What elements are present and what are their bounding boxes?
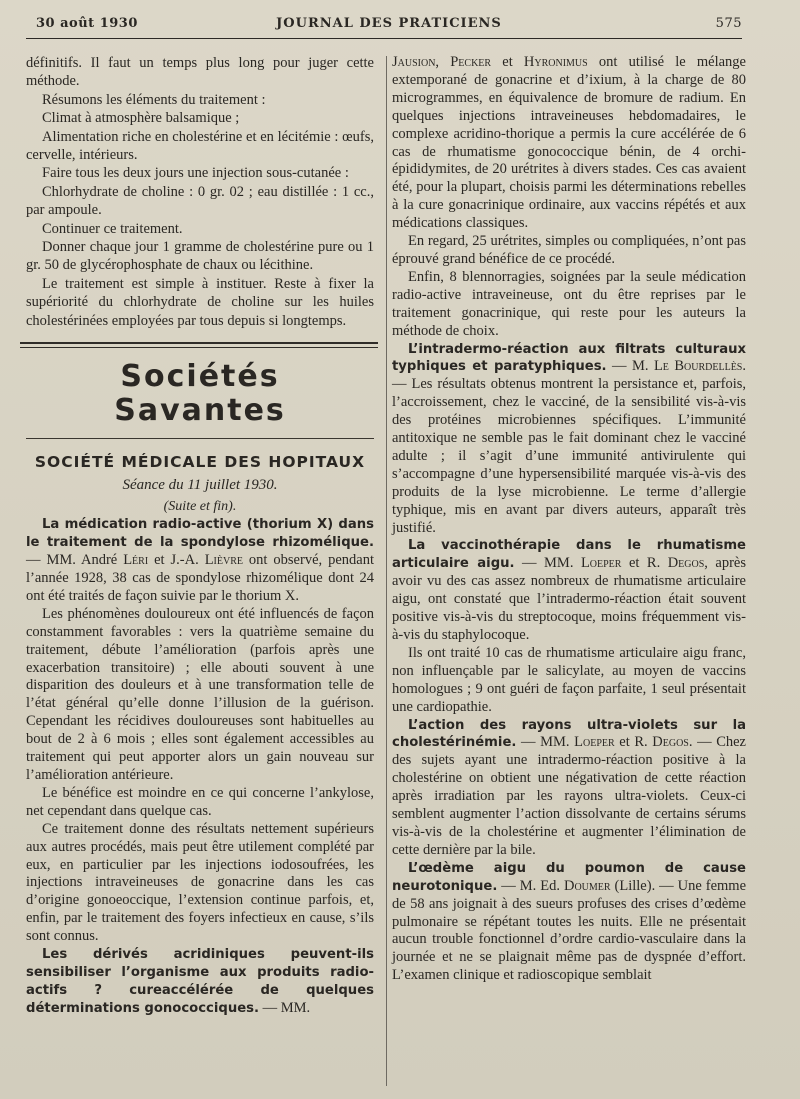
author-name: Loeper	[580, 555, 622, 572]
author-joiner: et	[491, 54, 524, 70]
authors-intro: — MM.	[259, 999, 311, 1016]
authors-intro: — MM.	[514, 555, 581, 572]
article-text: . — Chez des sujets ayant une intradermo-réaction positive à la cholestérine on obtient une négativation de cette réaction après irradiation par les rayons ultra-violets. Ceux-ci semblent augmenter l’action dissolvante de certains sérums vis-à-vis de la cholestérine et augmenter l’élimination de cette dernière par la bile.	[392, 734, 746, 858]
paragraph: définitifs. Il faut un temps plus long pour juger cette méthode.	[26, 55, 374, 90]
paragraph: Continuer ce traitement.	[42, 220, 183, 237]
article-text: ont utilisé le mélange extemporané de gonacrine et d’ixium, à la charge de 80 microgrammes, en équivalence de bromure de radium. En quelques injections intraveineuses hebdomadaires, le complexe acridino-thorique a permis la cure accélérée de 6 cas de rhumatisme gonococcique bénin, de 4 orchi-épididymites, de 20 urétrites à divers stades. Ces cas avaient été, pour la plupart, choisis parmi les déterminations rebelles à la cure gonacrinique ordinaire, aux vaccins répétés et aux médications classiques.	[392, 54, 746, 232]
author-name: Lièvre	[204, 552, 243, 569]
author-name: Loeper	[574, 734, 615, 751]
paragraph: En regard, 25 urétrites, simples ou compliquées, n’ont pas éprouvé grand bénéfice de ce procédé.	[392, 233, 746, 267]
authors-intro: — MM. André	[26, 552, 124, 569]
article-oedeme	[392, 860, 746, 985]
author-name: Le Bourdellès	[653, 358, 743, 375]
article-text: . — Les résultats obtenus montrent la persistance et, parfois, l’accroissement, chez le vacciné, de la sensibilité vis-à-vis des protéines microbiennes spécifiques. L’immunité antitoxique ne semble pas le fait dominant chez le vacciné adulte ; il s’agit d’une immunité antivirulente qui s’accompagne d’une hypersensibilité marquée vis-à-vis des produits de la lyse microbienne. Le terme d’allergie typhique, mis en avant par divers auteurs, apparaît très justifié.	[392, 358, 746, 536]
section-title: Sociétés Savantes	[114, 359, 286, 429]
author-joiner: ,	[435, 54, 451, 70]
authors-intro: — M. Ed.	[497, 877, 564, 894]
author-name: Jausion	[392, 54, 436, 70]
author-name: Léri	[123, 552, 149, 569]
article-title: Les dérivés acridiniques peuvent-ils sensibiliser l’organisme aux produits radio-actifs ? cureaccélérée de quelques déterminations gonococciques.	[26, 947, 374, 1016]
article-text: , après avoir vu des cas assez nombreux de rhumatisme articulaire aigu, ont constaté que l’intradermo-réaction était souvent positive vis-à-vis du streptocoque, moins fréquemment vis-à-vis du staphylocoque.	[392, 555, 747, 643]
article-title: La médication radio-active (thorium X) dans le traitement de la spondylose rhizomélique.	[26, 517, 374, 551]
author-joiner: et R.	[621, 555, 668, 572]
author-name: Hyronimus	[523, 54, 588, 70]
paragraph: Chlorhydrate de choline : 0 gr. 02 ; eau distillée : 1 cc., par ampoule.	[26, 183, 374, 219]
article-title: La vaccinothérapie dans le rhumatisme articulaire aigu.	[392, 538, 746, 572]
right-column	[392, 54, 746, 985]
article-text: ont observé, pendant l’année 1928, 38 cas de spondylose rhizomélique dont 24 ont été traités de façon suivie par le thorium X.	[26, 552, 374, 604]
article-vaccinotherapie	[392, 537, 746, 644]
paragraph: Donner chaque jour 1 gramme de cholestérine pure ou 1 gr. 50 de glycérophosphate de chaux ou lécithine.	[26, 239, 374, 274]
section-rule	[26, 438, 374, 439]
header-rule	[26, 38, 742, 39]
column-divider	[386, 56, 387, 1086]
paragraph: Alimentation riche en cholestérine et en lécitémie : œufs, cervelle, intérieurs.	[26, 128, 374, 164]
author-name: Degos	[652, 734, 689, 751]
running-header	[36, 14, 742, 36]
paragraph: Ils ont traité 10 cas de rhumatisme articulaire aigu franc, non influençable par le salicylate, au moyen de vaccins homologues ; 9 ont guéri de façon parfaite, 1 seul présentait une cardiopathie.	[392, 644, 746, 715]
article-acridiniques	[26, 946, 374, 1018]
article-continuation	[392, 54, 746, 233]
section-divider	[20, 342, 378, 348]
author-joiner: et J.-A.	[148, 552, 205, 569]
article-text: (Lille). — Une femme de 58 ans joignait à des sueurs profuses des crises d’œdème pulmonaire se répétant toutes les nuits. Elle ne présentait aucun trouble fonctionnel d’ordre cardio-vasculaire dans la journée et ne se plaignait même pas de dyspnée d’effort. L’examen clinique et radioscopique semblait	[392, 877, 747, 984]
paragraph: Ce traitement donne des résultats nettement supérieurs aux autres procédés, mais peut être utilement complété par eux, en particulier par les injections iodosoufrées, les injections intraveineuses de gonacrine dans les cas d’origine gonoeoccique, l’extension continue parfois, et, enfin, par le traitement des foyers infectieux en cause, s’ils sont connus.	[26, 820, 374, 945]
paragraph: Les phénomènes douloureux ont été influencés de façon constamment favorables : vers la quatrième semaine du traitement, débute l’amélioration (parfois après une exacerbation transitoire) ; elle abouti souvent à une disparition des douleurs et à une transformation telle de l’état général qu’elle donne l’illusion de la guérison. Cependant les récidives douloureuses sont habituelles au bout de 2 à 6 mois ; elles sont également accessibles au traitement qui peut apporter alors un gain nouveau sur l’amélioration antérieure.	[26, 605, 374, 783]
paragraph: Climat à atmosphère balsamique ;	[42, 110, 240, 127]
authors-intro: — MM.	[516, 734, 575, 751]
paragraph: Résumons les éléments du traitement :	[42, 91, 266, 108]
authors-intro: — M.	[606, 358, 654, 375]
left-column	[26, 54, 374, 1018]
paragraph: Enfin, 8 blennorragies, soignées par la seule médication radio-active intraveineuse, ont du être reprises par le traitement gonacrinique, qui reste pour les auteurs la méthode de choix.	[392, 268, 746, 339]
society-title: SOCIÉTÉ MÉDICALE DES HOPITAUX	[34, 453, 366, 472]
article-intradermo	[392, 341, 746, 538]
author-name: Pecker	[450, 54, 492, 70]
paragraph: Faire tous les deux jours une injection sous-cutanée :	[42, 165, 349, 182]
header-page-number: 575	[715, 16, 742, 31]
continuation-note: (Suite et fin).	[163, 498, 237, 514]
author-name: Degos	[667, 555, 705, 572]
article-title: L’action des rayons ultra-violets sur la cholestérinémie.	[392, 717, 746, 751]
article-title: L’œdème aigu du poumon de cause neurotonique.	[392, 860, 746, 894]
author-name: Doumer	[563, 877, 611, 894]
paragraph: Le bénéfice est moindre en ce qui concerne l’ankylose, net cependant dans quelque cas.	[26, 784, 374, 819]
header-journal-title: JOURNAL DES PRATICIENS	[276, 16, 502, 31]
header-date: 30 août 1930	[36, 16, 138, 31]
author-joiner: et R.	[614, 734, 653, 751]
article-radio-active	[26, 516, 374, 606]
article-title: L’intradermo-réaction aux filtrats culturaux typhiques et paratyphiques.	[392, 341, 746, 375]
paragraph: Le traitement est simple à instituer. Reste à fixer la supériorité du chlorhydrate de choline sur les huiles cholestérinées employées par tous depuis si longtemps.	[26, 275, 374, 329]
article-ultra-violets	[392, 717, 746, 860]
session-date: Séance du 11 juillet 1930.	[122, 476, 278, 493]
